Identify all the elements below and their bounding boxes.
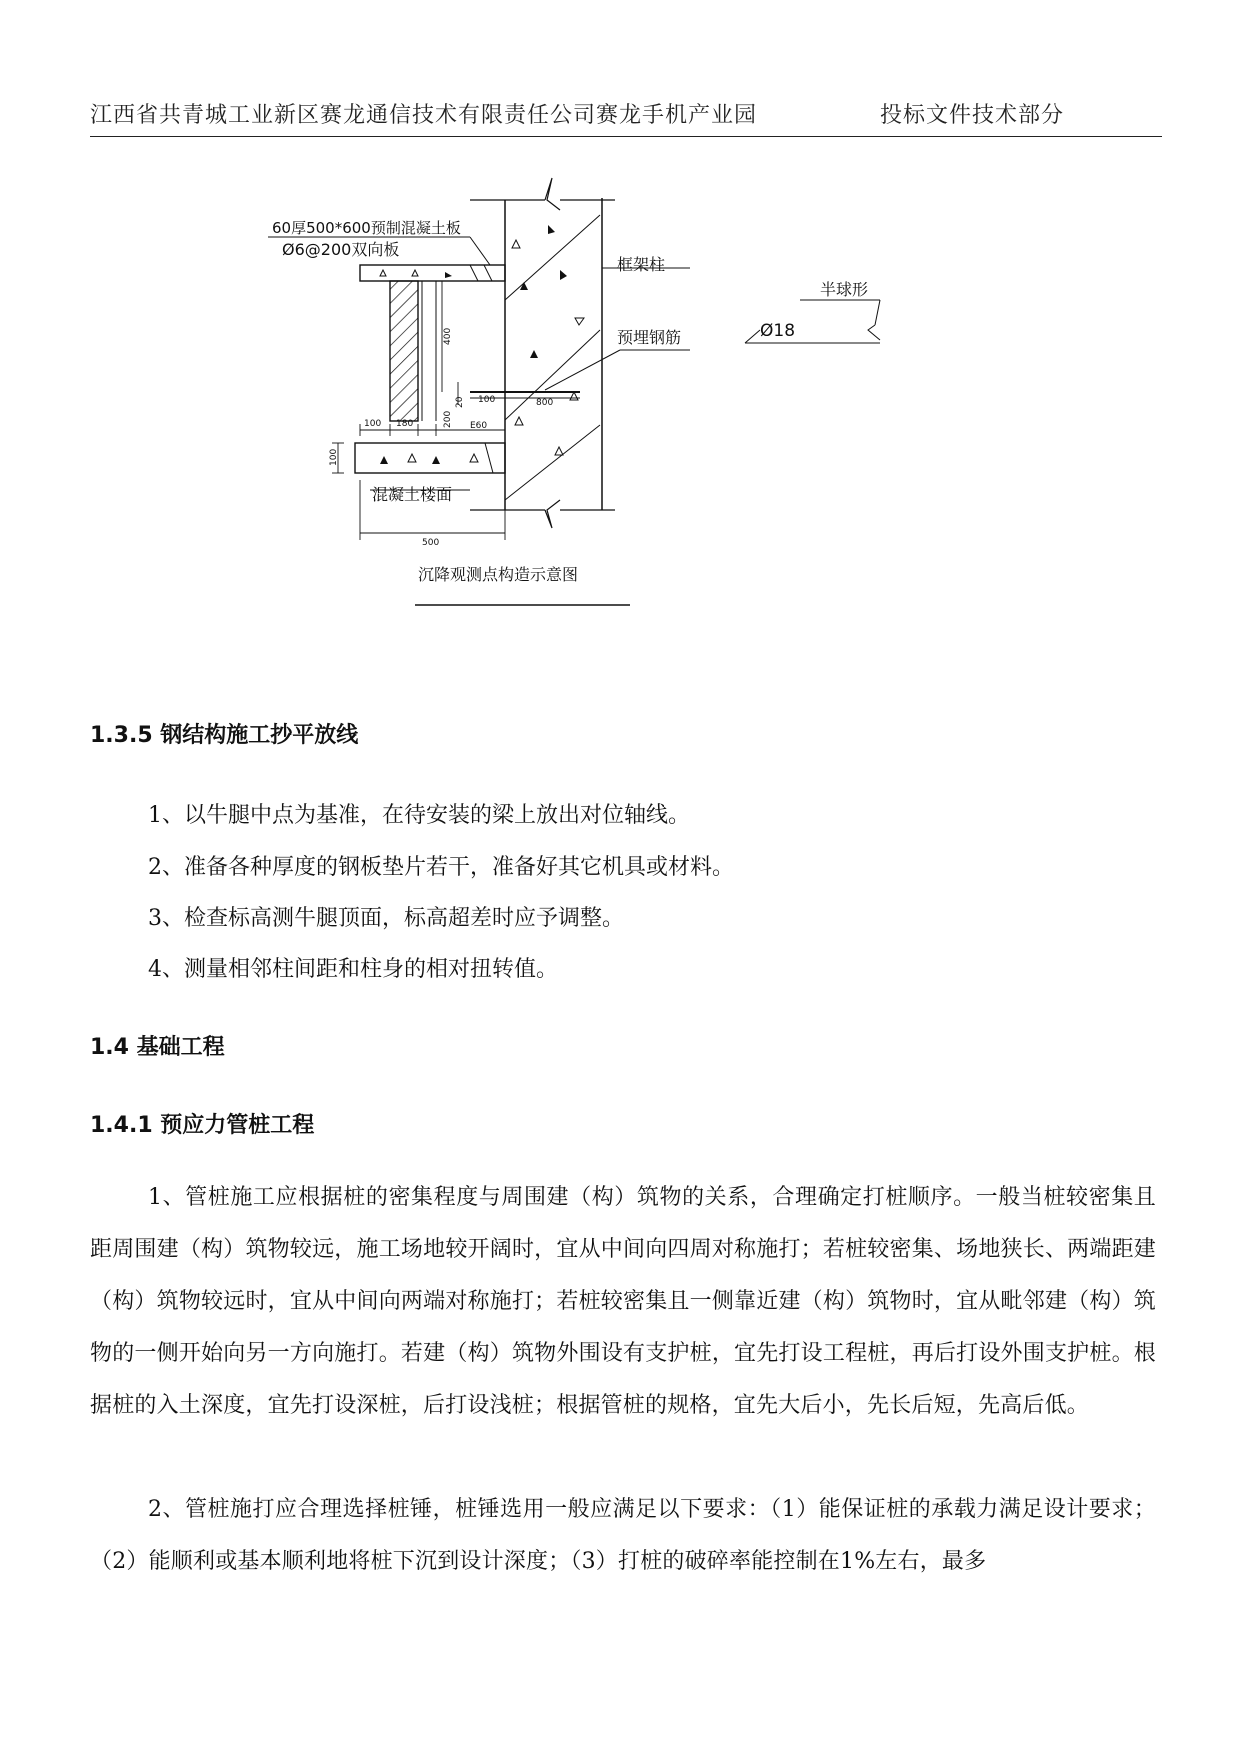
- header-project-title: 江西省共青城工业新区赛龙通信技术有限责任公司赛龙手机产业园: [90, 103, 758, 128]
- heading-1-4-1: 1.4.1 预应力管桩工程: [90, 1113, 315, 1138]
- dim-800: 800: [536, 398, 554, 408]
- label-embedded-rebar: 预埋钢筋: [617, 328, 682, 347]
- label-hemisphere: 半球形: [820, 280, 869, 299]
- precast-slab: [360, 265, 505, 281]
- label-concrete-floor: 混凝土楼面: [372, 485, 453, 504]
- label-diameter: Ø18: [760, 321, 796, 341]
- header-doc-section: 投标文件技术部分: [880, 103, 1065, 128]
- dim-e60: E60: [470, 421, 488, 431]
- dim-20: 20: [455, 396, 465, 408]
- label-bar-spec: Ø6@200双向板: [282, 240, 400, 259]
- dim-100-left: 100: [364, 419, 382, 429]
- embedded-rebar: [470, 350, 690, 398]
- list-item: 2、准备各种厚度的钢板垫片若干，准备好其它机具或材料。: [148, 855, 734, 880]
- paragraph-1: 1、管桩施工应根据桩的密集程度与周围建（构）筑物的关系，合理确定打桩顺序。一般当桩较密集且距周围建（构）筑物较远，施工场地较开阔时，宜从中间向四周对称施打；若桩较密集、场地狭长、两端距建（构）筑物较远时，宜从中间向两端对称施打；若桩较密集且一侧靠近建（构）筑物时，宜从毗邻建（构）筑物的一侧开始向另一方向施打。若建（构）筑物外围设有支护桩，宜先打设工程桩，再后打设外围支护桩。根据桩的入土深度，宜先打设深桩，后打设浅桩；根据管桩的规格，宜先大后小，先长后短，先高后低。: [90, 1185, 1156, 1418]
- frame-column: [470, 178, 615, 528]
- list-item: 1、以牛腿中点为基准，在待安装的梁上放出对位轴线。: [148, 803, 690, 828]
- list-item: 3、检查标高测牛腿顶面，标高超差时应予调整。: [148, 906, 624, 931]
- paragraph-2: 2、管桩施打应合理选择桩锤，桩锤选用一般应满足以下要求：（1）能保证桩的承载力满足设计要求；（2）能顺利或基本顺利地将桩下沉到设计深度；（3）打桩的破碎率能控制在1%左右，最多: [90, 1497, 1156, 1574]
- heading-1-3-5: 1.3.5 钢结构施工抄平放线: [90, 723, 359, 748]
- dim-200: 200: [443, 410, 453, 428]
- dim-400: 400: [443, 327, 453, 345]
- list-item: 4、测量相邻柱间距和柱身的相对扭转值。: [148, 957, 558, 982]
- dim-100-rebar: 100: [478, 395, 496, 405]
- dim-500: 500: [422, 538, 440, 548]
- diagram-caption: 沉降观测点构造示意图: [418, 565, 579, 584]
- dim-100-floor: 100: [329, 448, 339, 466]
- label-frame-column: 框架柱: [617, 255, 666, 274]
- dim-180: 180: [396, 419, 414, 429]
- settlement-observation-point-diagram: [0, 0, 1241, 620]
- brick-pier: [390, 281, 418, 421]
- label-precast-slab: 60厚500*600预制混凝土板: [272, 219, 461, 237]
- heading-1-4: 1.4 基础工程: [90, 1035, 225, 1060]
- concrete-floor: [355, 443, 505, 473]
